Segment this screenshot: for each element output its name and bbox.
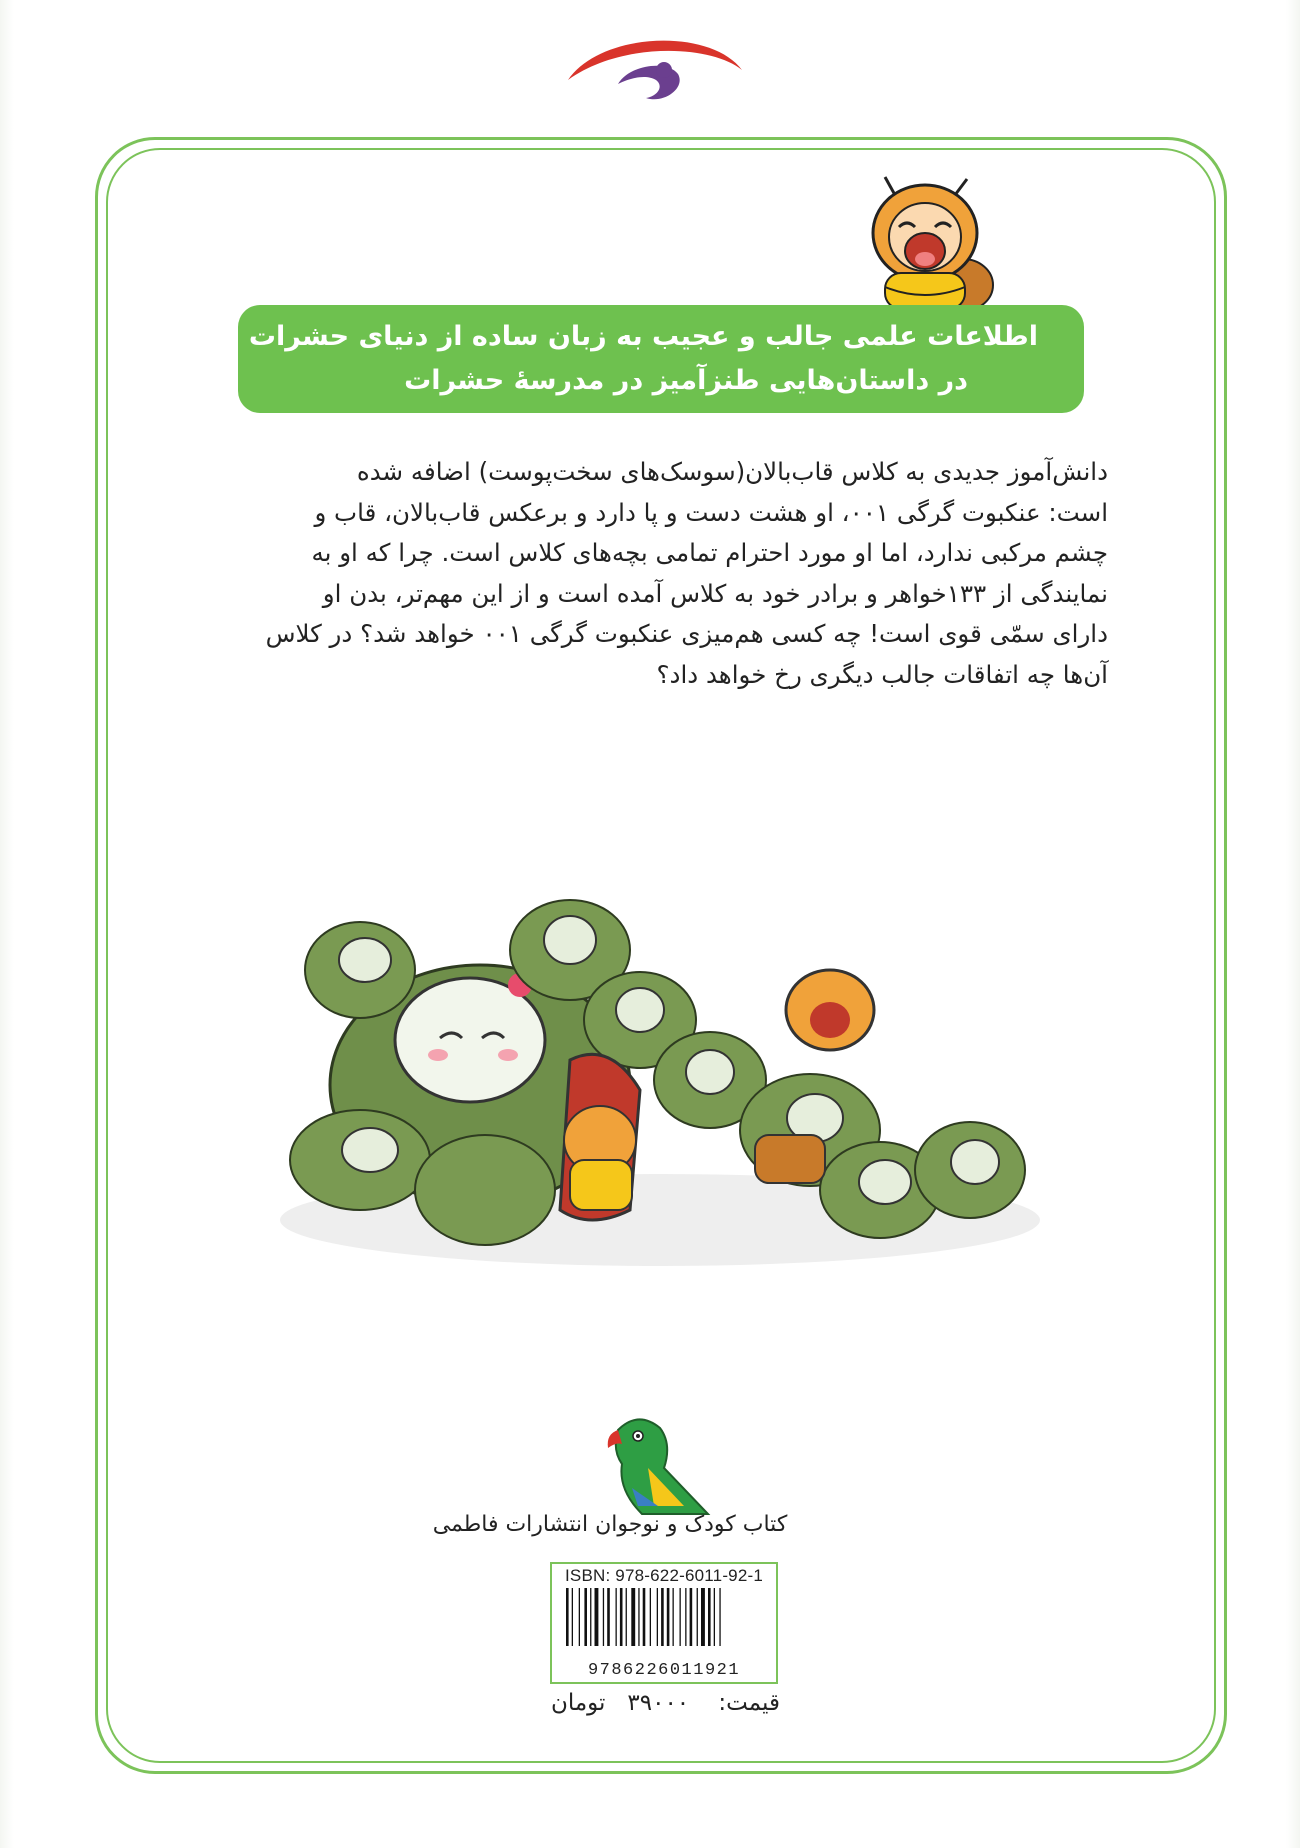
description-line: دارای سمّی قوی است! چه کسی هم‌میزی عنکبوت گرگی ۰۰۱ خواهد شد؟ در کلاس: [265, 619, 1108, 649]
description-line: است: عنکبوت گرگی ۰۰۱، او هشت دست و پا دارد و برعکس قاب‌بالان، قاب و: [314, 497, 1108, 527]
barcode-bar: [697, 1588, 698, 1646]
barcode-bar: [714, 1588, 715, 1646]
barcode-bar: [685, 1588, 686, 1646]
barcode-bar: [595, 1588, 599, 1646]
barcode-bar: [708, 1588, 711, 1646]
price-currency: تومان: [550, 1690, 606, 1716]
description-line: آن‌ها چه اتفاقات جالب دیگری رخ خواهد داد؟: [656, 659, 1108, 689]
eye-logo-icon: [560, 22, 750, 112]
barcode-bar: [690, 1588, 693, 1646]
barcode-bar: [616, 1588, 617, 1646]
barcode-bar: [657, 1588, 658, 1646]
barcode-bar: [603, 1588, 604, 1646]
barcode-bar: [590, 1588, 591, 1646]
barcode-bar: [566, 1588, 569, 1646]
barcode-bar: [584, 1588, 587, 1646]
barcode-bar: [680, 1588, 681, 1646]
tagline-line-2: در داستان‌هایی طنزآمیز در مدرسهٔ حشرات: [404, 365, 968, 396]
price-label: قیمت:: [718, 1690, 780, 1716]
barcode-bar: [673, 1588, 674, 1646]
description-line: دانش‌آموز جدیدی به کلاس قاب‌بالان(سوسک‌های سخت‌پوست) اضافه شده: [356, 457, 1108, 486]
price-tag: [520, 1690, 780, 1716]
barcode-bar: [572, 1588, 573, 1646]
barcode-bar: [643, 1588, 646, 1646]
description-line: نمایندگی از ۱۳۳خواهر و برادر خود به کلاس آمده است و از این مهم‌تر، بدن او: [322, 578, 1108, 608]
isbn-number: ISBN: 978-622-6011-92-1: [564, 1566, 764, 1585]
barcode-bar: [638, 1588, 639, 1646]
isbn-barcode-box: [550, 1562, 778, 1684]
cartoon-bug-mascot: [855, 175, 1005, 315]
parrot-logo-icon: [588, 1410, 718, 1520]
description-paragraph: [236, 452, 1108, 696]
barcode-bar: [607, 1588, 610, 1646]
barcode-bar: [661, 1588, 664, 1646]
price-value: ۳۹۰۰۰: [627, 1690, 690, 1716]
barcode-bar: [620, 1588, 623, 1646]
description-line: چشم مرکبی ندارد، اما او مورد احترام تمامی بچه‌های کلاس است. چرا که او به: [311, 538, 1108, 568]
barcode-bar: [626, 1588, 627, 1646]
barcode-bar: [650, 1588, 651, 1646]
publisher-name: کتاب کودک و نوجوان انتشارات فاطمی: [432, 1512, 788, 1537]
tagline-banner: [238, 305, 1084, 413]
barcode-bar: [719, 1588, 720, 1646]
barcode-bar: [631, 1588, 635, 1646]
spiders-and-beetles-cartoon: [270, 890, 1050, 1280]
barcode-icon: [564, 1588, 766, 1662]
barcode-bar: [667, 1588, 670, 1646]
barcode-bar: [579, 1588, 580, 1646]
barcode-digits: 9786226011921: [587, 1661, 741, 1680]
barcode-bar: [701, 1588, 705, 1646]
tagline-line-1: اطلاعات علمی جالب و عجیب به زبان ساده از دنیای حشرات: [248, 321, 1038, 352]
